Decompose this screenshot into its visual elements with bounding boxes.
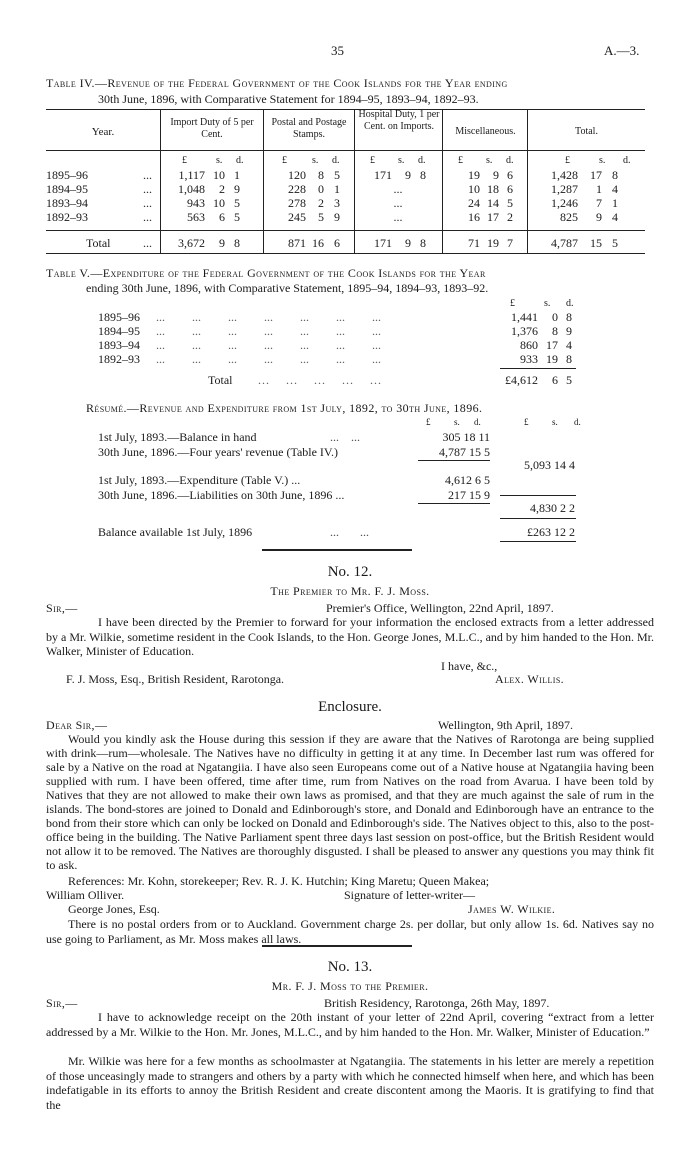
table4-cell: 8 <box>420 168 426 182</box>
letter12-body: I have been directed by the Premier to forward for your information the enclosed extracts from a letter addressed by a Mr. Wilkie, sometime resident in the Cook Islands, to the Hon. George Jones, M.L.C., and by him handed to the Hon. Mr. Walker, Minister of Education. <box>46 615 654 658</box>
table4-total-cell: 9 <box>219 236 225 250</box>
table4-cell: ... <box>393 182 403 196</box>
table4-caption <box>46 76 656 90</box>
table4-cell: 171 <box>374 168 392 182</box>
table4-cell: 825 <box>560 210 578 224</box>
table4-header-postal: Postal and Postage Stamps. <box>271 117 347 140</box>
enclosure-references-cont: William Olliver. <box>46 888 125 902</box>
table4-row-year: 1895–96 <box>46 168 88 182</box>
table4-cell: 7 <box>596 196 602 210</box>
table4-cell: 228 <box>288 182 306 196</box>
table5-cell: 19 <box>546 352 558 366</box>
table4-cell: 1,048 <box>178 182 205 196</box>
table5-cell: 0 <box>552 310 558 324</box>
table4-total-cell: 9 <box>405 236 411 250</box>
table4-total-cell: 5 <box>612 236 618 250</box>
letter12-closing: I have, &c., <box>441 659 498 673</box>
resume-balance-value: 305 18 11 <box>442 430 490 444</box>
table4-total-cell: 7 <box>507 236 513 250</box>
resume-liabilities-value: 217 15 9 <box>448 488 490 502</box>
table4-cell: 5 <box>318 210 324 224</box>
table5-cell: 860 <box>520 338 538 352</box>
table4-cell: 1,246 <box>551 196 578 210</box>
resume-heading: Résumé.—Revenue and Expenditure from 1st July, 1892, to 30th June, 1896. <box>86 401 483 415</box>
table4-cell: 5 <box>234 210 240 224</box>
table5-row-year: 1895–96 <box>98 310 140 324</box>
letter12-subtitle: The Premier to Mr. F. J. Moss. <box>270 584 430 598</box>
table4-cell: 4 <box>612 182 618 196</box>
resume-line-expenditure: 1st July, 1893.—Expenditure (Table V.) ... <box>98 473 301 487</box>
table5-cell: 8 <box>552 324 558 338</box>
table4-cell: 10 <box>213 168 225 182</box>
table4-cell: 10 <box>213 196 225 210</box>
enclosure-postscript: There is no postal orders from or to Auckland. Government charge 2s. per dollar, but only allow 1s. 6d. Natives say no use going to Parliament, as Mr. Moss makes all laws. <box>46 917 654 946</box>
table4-cell: 6 <box>219 210 225 224</box>
resume-expenditure-value: 4,612 6 5 <box>445 473 490 487</box>
table4-total-cell: 15 <box>590 236 602 250</box>
table4-cell: 943 <box>187 196 205 210</box>
table4-total-cell: 71 <box>468 236 480 250</box>
table5-row-year: 1894–95 <box>98 324 140 338</box>
table4-cell: 17 <box>487 210 499 224</box>
resume-subtotal-1: 5,093 14 4 <box>524 458 575 472</box>
table4-total-cell: 871 <box>288 236 306 250</box>
table4-cell: ... <box>393 210 403 224</box>
letter12-signature: Alex. Willis. <box>495 672 565 686</box>
table4-cell: 8 <box>612 168 618 182</box>
table5-row-year: 1892–93 <box>98 352 140 366</box>
table4-row-year: 1894–95 <box>46 182 88 196</box>
table4-cell: 8 <box>318 168 324 182</box>
table5-cell: 8 <box>566 352 572 366</box>
table4-cell: 14 <box>487 196 499 210</box>
letter13-place-date: British Residency, Rarotonga, 26th May, 1897. <box>324 996 550 1010</box>
table4-cell: 5 <box>507 196 513 210</box>
table4-cell: 245 <box>288 210 306 224</box>
table4-cell: 2 <box>318 196 324 210</box>
letter13-subtitle: Mr. F. J. Moss to the Premier. <box>271 979 429 993</box>
table4-cell: 1 <box>612 196 618 210</box>
table5-cell: 933 <box>520 352 538 366</box>
table4-cell: 9 <box>234 182 240 196</box>
table4-cell: 1,117 <box>178 168 205 182</box>
table5-total-label: Total <box>208 373 233 387</box>
resume-line-revenue: 30th June, 1896.—Four years' revenue (Table IV.) <box>98 445 339 459</box>
resume-balance-label: Balance available 1st July, 1896 <box>98 525 253 539</box>
enclosure-body: Would you kindly ask the House during this session if they are aware that the Natives of Rarotonga are being supplied with drink—rum—wholesale. The Natives have no difficulty in getting it at any time. In December last rum was offered for sale by a Native on the road at Ngatangiia. I have also seen Europeans come out of a Native house at Ngatangiia having been supplied with rum. I have been offered, time after time, rum from Natives on the road from Avarua. I have been told by Natives that they are not allowed to make their own laws as promised, and that they are much against the sale of rum in the islands. The bond-stores are joined to Donald and Edinborough's store, and Donald and Edinborough have an entrance to the bond from their store which can only be locked on Donald and Edinborough's side. The Natives object to this, also to the post-office being in the building. The Native Parliament spent three days last session on post-office, but the British Resident would not allow it to be removed. The Natives are thoroughly disgusted. I shall be pleased to answer any questions you may think fit to ask. <box>46 732 654 872</box>
table4-total-cell: 3,672 <box>178 236 205 250</box>
resume-revenue-value: 4,787 15 5 <box>439 445 490 459</box>
enclosure-salutation: Dear Sir,— <box>46 718 108 732</box>
table5-cell: 8 <box>566 310 572 324</box>
table4-cell: 1 <box>234 168 240 182</box>
enclosure-signature: James W. Wilkie. <box>468 902 556 916</box>
table4-cell: 9 <box>405 168 411 182</box>
table4-header-total: Total. <box>575 126 598 137</box>
table4-cell: 6 <box>507 182 513 196</box>
page-number: 35 <box>331 43 344 58</box>
resume-balance-available: £263 12 2 <box>527 525 575 539</box>
table4-cell: 120 <box>288 168 306 182</box>
table4-cell: 4 <box>612 210 618 224</box>
letter12-salutation: Sir,— <box>46 601 78 615</box>
letter12-title: No. 12. <box>327 564 373 580</box>
table5-row-year: 1893–94 <box>98 338 140 352</box>
table4-cell: 1 <box>596 182 602 196</box>
table4-total-cell: 171 <box>374 236 392 250</box>
enclosure-title: Enclosure. <box>318 699 382 715</box>
table4-cell: 9 <box>334 210 340 224</box>
table4-cell: 2 <box>507 210 513 224</box>
letter12-place-date: Premier's Office, Wellington, 22nd April, 1897. <box>326 601 554 615</box>
table4-cell: 18 <box>487 182 499 196</box>
table4-total-cell: 16 <box>312 236 324 250</box>
table4-row-year: 1893–94 <box>46 196 88 210</box>
letter12-addressee: F. J. Moss, Esq., British Resident, Rarotonga. <box>66 672 285 686</box>
table4-total-cell: 8 <box>234 236 240 250</box>
table5-cell: 1,441 <box>511 310 538 324</box>
table4-cell: 563 <box>187 210 205 224</box>
resume-line-balance: 1st July, 1893.—Balance in hand <box>98 430 257 444</box>
table4-header-year: Year. <box>91 126 115 138</box>
table4-caption-line1: Table IV.—Revenue of the Federal Government of the Cook Islands for the Year ending <box>46 76 508 90</box>
table4-cell: 2 <box>219 182 225 196</box>
table4-header-misc: Miscellaneous. <box>455 126 516 137</box>
table4-cell: 0 <box>318 182 324 196</box>
table4-cell: 278 <box>288 196 306 210</box>
letter13-body-1: I have to acknowledge receipt on the 20th instant of your letter of 22nd April, covering “extract from a letter addressed by a Mr. Wilkie to the Hon. Mr. Jones, M.L.C., and by him handed to the Hon. Mr. Walker, Minister of Education.” <box>46 1010 654 1039</box>
table4-cell: 9 <box>493 168 499 182</box>
table4-total-cell: 19 <box>487 236 499 250</box>
table4-cell: 24 <box>468 196 480 210</box>
table4-cell: 9 <box>596 210 602 224</box>
table4-cell: 1,428 <box>551 168 578 182</box>
table4-cell: 1 <box>334 182 340 196</box>
table5-cell: 17 <box>546 338 558 352</box>
enclosure-to: George Jones, Esq. <box>68 902 160 916</box>
table4-total-cell: 6 <box>334 236 340 250</box>
table4-header-import-duty: Import Duty of 5 per Cent. <box>170 117 254 140</box>
table4-cell: 6 <box>507 168 513 182</box>
table4-total-label: Total <box>86 236 111 250</box>
table4-header-hospital: Hospital Duty, 1 per Cent. on Imports. <box>358 109 440 132</box>
table4-total-cell: 8 <box>420 236 426 250</box>
table4-cell: 5 <box>234 196 240 210</box>
letter13-body-2: Mr. Wilkie was here for a few months as schoolmaster at Ngatangiia. The statements in his letter are merely a repetition of those unceasingly made to strangers and others by a party with which he connected himself when here, and which has been indefatigable in its efforts to annoy the British Resident and create discontent among the Maoris. It is gratifying to find that the <box>46 1054 654 1112</box>
table5-caption-line1: Table V.—Expenditure of the Federal Government of the Cook Islands for the Year <box>46 266 486 280</box>
table5-cell: 9 <box>566 324 572 338</box>
resume-line-liabilities: 30th June, 1896.—Liabilities on 30th June, 1896 ... <box>98 488 345 502</box>
table5-cell: 4 <box>566 338 572 352</box>
table4-cell: 19 <box>468 168 480 182</box>
table4-cell: 10 <box>468 182 480 196</box>
document-reference: A.—3. <box>604 43 640 58</box>
table4-caption-line2: 30th June, 1896, with Comparative Statement for 1894–95, 1893–94, 1892–93. <box>98 92 479 106</box>
table4-cell: 3 <box>334 196 340 210</box>
enclosure-references: References: Mr. Kohn, storekeeper; Rev. R. J. K. Hutchin; King Maretu; Queen Makea; <box>68 874 490 888</box>
resume-subtotal-2: 4,830 2 2 <box>530 501 575 515</box>
table5-cell: 1,376 <box>511 324 538 338</box>
table5-caption-line2: ending 30th June, 1896, with Comparative Statement, 1895–94, 1894–93, 1893–92. <box>86 281 489 295</box>
table4-cell: 5 <box>334 168 340 182</box>
letter13-salutation: Sir,— <box>46 996 78 1010</box>
table4-cell: ... <box>393 196 403 210</box>
enclosure-place-date: Wellington, 9th April, 1897. <box>438 718 574 732</box>
table4-cell: 16 <box>468 210 480 224</box>
table4-cell: 1,287 <box>551 182 578 196</box>
table4-row-year: 1892–93 <box>46 210 88 224</box>
enclosure-signature-label: Signature of letter-writer— <box>344 888 476 902</box>
table4-total-cell: 4,787 <box>551 236 578 250</box>
letter13-title: No. 13. <box>327 959 373 975</box>
table4-cell: 17 <box>590 168 602 182</box>
